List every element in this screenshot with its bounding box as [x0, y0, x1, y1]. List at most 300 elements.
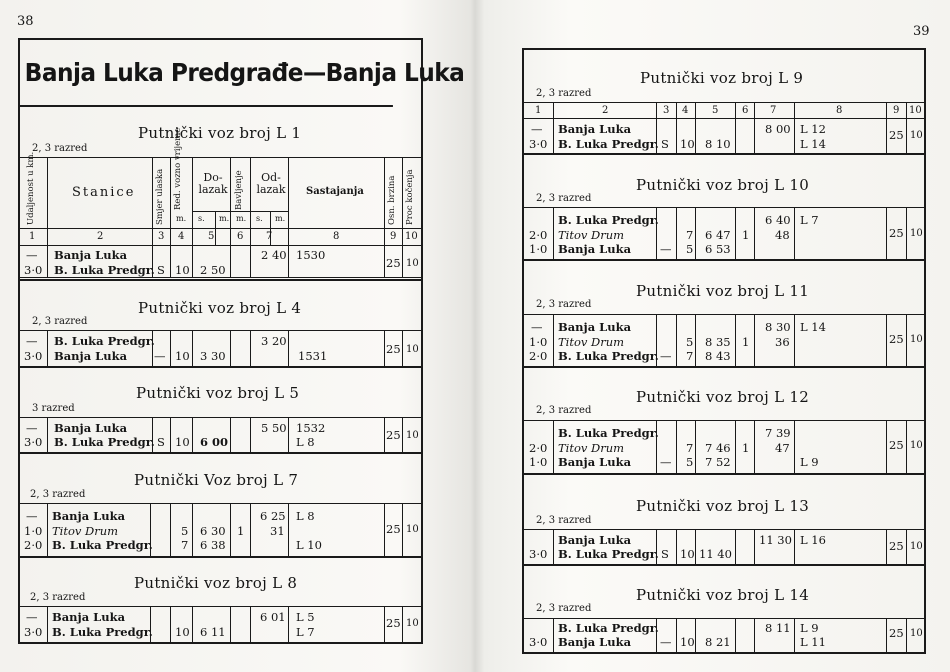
col-number: 2 — [602, 105, 609, 116]
rule — [170, 158, 171, 278]
rule — [695, 208, 696, 259]
station: Titov Drum — [558, 335, 625, 349]
rule — [886, 530, 887, 564]
rule — [152, 158, 153, 278]
col-number: 7 — [770, 105, 777, 116]
rule — [20, 556, 421, 558]
col-header-stanice: Stanice — [72, 185, 136, 200]
km: — — [531, 320, 543, 334]
rule — [402, 418, 403, 452]
dolazak: 7 46 — [705, 441, 731, 455]
section-title-l11: Putnički voz broj L 11 — [636, 282, 810, 300]
dolazak: 6 38 — [200, 538, 226, 552]
rule — [886, 315, 887, 366]
col-number: 10 — [405, 231, 418, 242]
km: 3·0 — [24, 435, 43, 449]
rule — [250, 607, 251, 642]
station: B. Luka Predgr. — [558, 349, 659, 363]
rule — [192, 211, 288, 212]
odlazak: 47 — [775, 441, 790, 455]
station: Banja Luka — [558, 635, 632, 649]
sastajanja: L 9 — [800, 621, 819, 635]
km: 3·0 — [529, 635, 548, 649]
col-number: 3 — [663, 105, 670, 116]
rule — [886, 619, 887, 652]
rule — [250, 331, 251, 366]
rule — [695, 103, 696, 153]
odlazak: 6 40 — [765, 213, 791, 227]
rule — [735, 103, 736, 153]
rule — [754, 315, 755, 366]
sastajanja: 1531 — [298, 349, 328, 363]
smjer: S — [157, 435, 165, 449]
rule — [754, 530, 755, 564]
rule — [288, 158, 289, 278]
section-title-l8: Putnički voz broj L 8 — [134, 574, 298, 592]
bavljenje: 1 — [742, 228, 750, 242]
km: 2·0 — [24, 538, 43, 552]
col-header-udaljenost: Udaljenost u km. — [26, 151, 36, 225]
dolazak: 8 21 — [705, 635, 731, 649]
rule — [735, 208, 736, 259]
rule — [384, 158, 385, 278]
sastajanja: L 16 — [800, 533, 826, 547]
page-title: Banja Luka Predgrađe—Banja Luka — [20, 40, 393, 107]
dolazak: 6 47 — [705, 228, 731, 242]
col-number: 2 — [97, 231, 104, 242]
brzina: 25 — [889, 128, 904, 142]
rule — [906, 315, 907, 366]
section-title-l10: Putnički voz broj L 10 — [636, 176, 810, 194]
station: B. Luka Predgr. — [558, 621, 659, 635]
rule — [288, 504, 289, 556]
rule — [524, 618, 924, 619]
page-number-right: 39 — [913, 24, 930, 39]
col-header-red-vozno: Red. vozno vrijeme — [173, 127, 183, 210]
red: 7 — [181, 538, 189, 552]
brzina: 25 — [889, 226, 904, 240]
rule — [695, 315, 696, 366]
proc: 10 — [910, 440, 923, 451]
odlazak: 3 20 — [261, 334, 287, 348]
rule — [192, 607, 193, 642]
rule — [170, 504, 171, 556]
red: 5 — [686, 242, 694, 256]
proc: 10 — [406, 618, 419, 629]
col-number: 9 — [390, 231, 397, 242]
km: 3·0 — [529, 547, 548, 561]
rule — [230, 331, 231, 366]
odlazak: 48 — [775, 228, 790, 242]
col-number: 5 — [712, 105, 719, 116]
rule — [192, 331, 193, 366]
km: — — [26, 509, 38, 523]
brzina: 25 — [386, 342, 401, 356]
sastajanja: L 5 — [296, 610, 315, 624]
brzina: 25 — [889, 626, 904, 640]
rule — [695, 619, 696, 652]
station: Banja Luka — [54, 349, 128, 363]
rule — [20, 417, 421, 418]
brzina: 25 — [386, 256, 401, 270]
rule — [524, 153, 924, 155]
rule — [170, 607, 171, 642]
rule — [170, 331, 171, 366]
red: 10 — [175, 349, 190, 363]
rule — [886, 103, 887, 153]
rule — [524, 102, 924, 103]
station: Banja Luka — [52, 610, 126, 624]
rule — [676, 530, 677, 564]
km: 1·0 — [529, 242, 548, 256]
rule — [754, 208, 755, 259]
km: 1·0 — [529, 455, 548, 469]
rule — [47, 607, 48, 642]
unit-m: m. — [236, 214, 247, 223]
rule — [192, 504, 193, 556]
rule — [20, 279, 421, 281]
smjer: S — [661, 137, 669, 151]
km: 1·0 — [24, 524, 43, 538]
dolazak: 2 50 — [200, 263, 226, 277]
sastajanja: L 7 — [800, 213, 819, 227]
section-class-l9: 2, 3 razred — [536, 88, 592, 99]
section-class-l4: 2, 3 razred — [32, 316, 88, 327]
proc: 10 — [910, 228, 923, 239]
red: 10 — [680, 635, 695, 649]
brzina: 25 — [889, 438, 904, 452]
col-header-smjer: Smjer ulaska — [155, 168, 165, 225]
section-class-l11: 2, 3 razred — [536, 299, 592, 310]
rule — [695, 530, 696, 564]
station: Banja Luka — [558, 533, 632, 547]
rule — [524, 420, 924, 421]
station: B. Luka Predgr. — [558, 547, 659, 561]
station: Banja Luka — [558, 320, 632, 334]
rule — [20, 157, 421, 158]
unit-m: m. — [219, 214, 230, 223]
col-number: 10 — [909, 105, 922, 116]
col-number: 4 — [178, 231, 185, 242]
rule — [676, 103, 677, 153]
section-class-l13: 2, 3 razred — [536, 515, 592, 526]
proc: 10 — [406, 430, 419, 441]
col-header-proc: Proc kočenja — [405, 169, 415, 225]
rule — [524, 314, 924, 315]
dolazak: 6 11 — [200, 625, 226, 639]
col-number: 8 — [836, 105, 843, 116]
odlazak: 6 25 — [260, 509, 286, 523]
rule — [754, 421, 755, 473]
rule — [553, 103, 554, 153]
section-title-l4: Putnički voz broj L 4 — [138, 299, 302, 317]
rule — [524, 473, 924, 475]
brzina: 25 — [386, 428, 401, 442]
unit-m: m. — [176, 214, 187, 223]
odlazak: 7 39 — [765, 426, 791, 440]
dolazak: 6 30 — [200, 524, 226, 538]
km: — — [26, 610, 38, 624]
smjer: S — [157, 263, 165, 277]
col-header-dolazak: Do- lazak — [198, 171, 228, 196]
rule — [288, 331, 289, 366]
rule — [906, 421, 907, 473]
station: B. Luka Predgr. — [558, 213, 659, 227]
rule — [384, 418, 385, 452]
rule — [402, 504, 403, 556]
km: 3·0 — [24, 625, 43, 639]
section-title-l14: Putnički voz broj L 14 — [636, 586, 810, 604]
rule — [524, 259, 924, 261]
rule — [794, 103, 795, 153]
rule — [906, 530, 907, 564]
sastajanja: L 10 — [296, 538, 322, 552]
section-class-l8: 2, 3 razred — [30, 592, 86, 603]
odlazak: 6 01 — [260, 610, 286, 624]
rule — [735, 315, 736, 366]
red: 7 — [686, 349, 694, 363]
station: B. Luka Predgr. — [52, 538, 153, 552]
rule — [794, 530, 795, 564]
km: — — [26, 248, 38, 262]
station: B. Luka Predgr. — [52, 625, 153, 639]
smjer: — — [660, 242, 672, 256]
km: 3·0 — [24, 349, 43, 363]
rule — [553, 208, 554, 259]
brzina: 25 — [386, 522, 401, 536]
rule — [20, 228, 421, 229]
proc: 10 — [406, 344, 419, 355]
col-number: 6 — [237, 231, 244, 242]
red: 10 — [680, 547, 695, 561]
rule — [192, 158, 193, 278]
rule — [384, 331, 385, 366]
red: 10 — [175, 263, 190, 277]
station: Banja Luka — [558, 122, 632, 136]
odlazak: 31 — [270, 524, 285, 538]
rule — [735, 421, 736, 473]
rule — [794, 421, 795, 473]
brzina: 25 — [889, 332, 904, 346]
km: 2·0 — [529, 349, 548, 363]
station: Titov Drum — [558, 228, 625, 242]
km: 3·0 — [529, 137, 548, 151]
red: 5 — [181, 524, 189, 538]
rule — [384, 607, 385, 642]
odlazak: 2 40 — [261, 248, 287, 262]
rule — [906, 208, 907, 259]
bavljenje: 1 — [742, 441, 750, 455]
col-number: 7 — [266, 231, 273, 242]
rule — [230, 418, 231, 452]
rule — [215, 212, 216, 245]
sastajanja: L 9 — [800, 455, 819, 469]
unit-m: m. — [275, 214, 286, 223]
rule — [20, 503, 421, 504]
station: Banja Luka — [52, 509, 126, 523]
rule — [735, 619, 736, 652]
bavljenje: 1 — [237, 524, 245, 538]
rule — [676, 315, 677, 366]
section-title-l12: Putnički voz broj L 12 — [636, 388, 810, 406]
rule — [250, 158, 251, 278]
red: 10 — [175, 625, 190, 639]
station: Banja Luka — [558, 242, 632, 256]
section-class-l14: 2, 3 razred — [536, 603, 592, 614]
red: 7 — [686, 228, 694, 242]
sastajanja: L 14 — [800, 137, 826, 151]
rule — [230, 504, 231, 556]
smjer: — — [660, 349, 672, 363]
col-header-sastajanja: Sastajanja — [306, 186, 364, 197]
km: — — [531, 122, 543, 136]
rule — [553, 530, 554, 564]
col-number: 1 — [535, 105, 542, 116]
rule — [676, 421, 677, 473]
rule — [754, 103, 755, 153]
section-title-l7: Putnički Voz broj L 7 — [134, 471, 299, 489]
odlazak: 8 11 — [765, 621, 791, 635]
proc: 10 — [910, 130, 923, 141]
sastajanja: L 8 — [296, 435, 315, 449]
rule — [886, 208, 887, 259]
rule — [250, 504, 251, 556]
unit-s: s. — [198, 214, 205, 223]
brzina: 25 — [889, 539, 904, 553]
section-class-l7: 2, 3 razred — [30, 489, 86, 500]
rule — [524, 366, 924, 368]
sastajanja: 1532 — [296, 421, 326, 435]
station: B. Luka Predgr. — [558, 426, 659, 440]
rule — [20, 330, 421, 331]
rule — [906, 619, 907, 652]
rule — [384, 504, 385, 556]
rule — [47, 331, 48, 366]
smjer: — — [660, 455, 672, 469]
station: Banja Luka — [54, 248, 128, 262]
dolazak: 8 10 — [705, 137, 731, 151]
station: B. Luka Predgr. — [54, 263, 155, 277]
rule — [794, 315, 795, 366]
rule — [402, 331, 403, 366]
rule — [47, 504, 48, 556]
odlazak: 36 — [775, 335, 790, 349]
section-title-l1: Putnički voz broj L 1 — [138, 124, 302, 142]
rule — [524, 529, 924, 530]
rule — [524, 207, 924, 208]
dolazak: 11 40 — [699, 547, 732, 561]
odlazak: 8 30 — [765, 320, 791, 334]
sastajanja: L 7 — [296, 625, 315, 639]
section-title-l5: Putnički voz broj L 5 — [136, 384, 300, 402]
station: B. Luka Predgr. — [54, 435, 155, 449]
col-header-odlazak: Od- lazak — [256, 171, 286, 196]
red: 10 — [175, 435, 190, 449]
rule — [20, 452, 421, 454]
dolazak: 6 53 — [705, 242, 731, 256]
rule — [170, 418, 171, 452]
rule — [20, 606, 421, 607]
sastajanja: L 8 — [296, 509, 315, 523]
dolazak: 6 00 — [200, 435, 229, 449]
rule — [676, 208, 677, 259]
rule — [20, 245, 421, 246]
odlazak: 5 50 — [261, 421, 287, 435]
dolazak: 3 30 — [200, 349, 226, 363]
rule — [230, 158, 231, 278]
rule — [695, 421, 696, 473]
smjer: S — [661, 547, 669, 561]
rule — [906, 103, 907, 153]
km: 2·0 — [529, 441, 548, 455]
km: 1·0 — [529, 335, 548, 349]
dolazak: 8 35 — [705, 335, 731, 349]
rule — [553, 619, 554, 652]
rule — [754, 619, 755, 652]
odlazak: 8 00 — [765, 122, 791, 136]
col-header-brzina: Osn. brzina — [387, 175, 397, 225]
col-number: 5 — [208, 231, 215, 242]
rule — [192, 418, 193, 452]
rule — [20, 277, 421, 278]
sastajanja: L 12 — [800, 122, 826, 136]
rule — [794, 619, 795, 652]
rule — [524, 564, 924, 566]
rule — [230, 607, 231, 642]
sastajanja: L 14 — [800, 320, 826, 334]
section-class-l5: 3 razred — [32, 403, 75, 414]
rule — [250, 418, 251, 452]
proc: 10 — [910, 628, 923, 639]
rule — [20, 366, 421, 368]
page-number-left: 38 — [17, 14, 34, 29]
proc: 10 — [910, 334, 923, 345]
red: 10 — [680, 137, 695, 151]
unit-s: s. — [256, 214, 263, 223]
bavljenje: 1 — [742, 335, 750, 349]
proc: 10 — [406, 258, 419, 269]
rule — [47, 418, 48, 452]
red: 5 — [686, 335, 694, 349]
rule — [402, 607, 403, 642]
station: B. Luka Predgr. — [558, 137, 659, 151]
red: 7 — [686, 441, 694, 455]
col-number: 4 — [682, 105, 689, 116]
rule — [288, 607, 289, 642]
col-number: 9 — [893, 105, 900, 116]
red: 5 — [686, 455, 694, 469]
section-class-l1: 2, 3 razred — [32, 143, 88, 154]
rule — [524, 118, 924, 119]
rule — [47, 158, 48, 278]
col-number: 6 — [742, 105, 749, 116]
smjer: — — [154, 349, 166, 363]
section-title-l13: Putnički voz broj L 13 — [636, 497, 810, 515]
rule — [553, 315, 554, 366]
col-number: 8 — [333, 231, 340, 242]
section-class-l10: 2, 3 razred — [536, 193, 592, 204]
col-header-bavljenje: Bavljenje — [234, 170, 244, 210]
rule — [553, 421, 554, 473]
station: Titov Drum — [558, 441, 625, 455]
odlazak: 11 30 — [759, 533, 792, 547]
km: — — [26, 334, 38, 348]
smjer: — — [660, 635, 672, 649]
section-class-l12: 2, 3 razred — [536, 405, 592, 416]
sastajanja: L 11 — [800, 635, 826, 649]
rule — [886, 421, 887, 473]
rule — [288, 418, 289, 452]
